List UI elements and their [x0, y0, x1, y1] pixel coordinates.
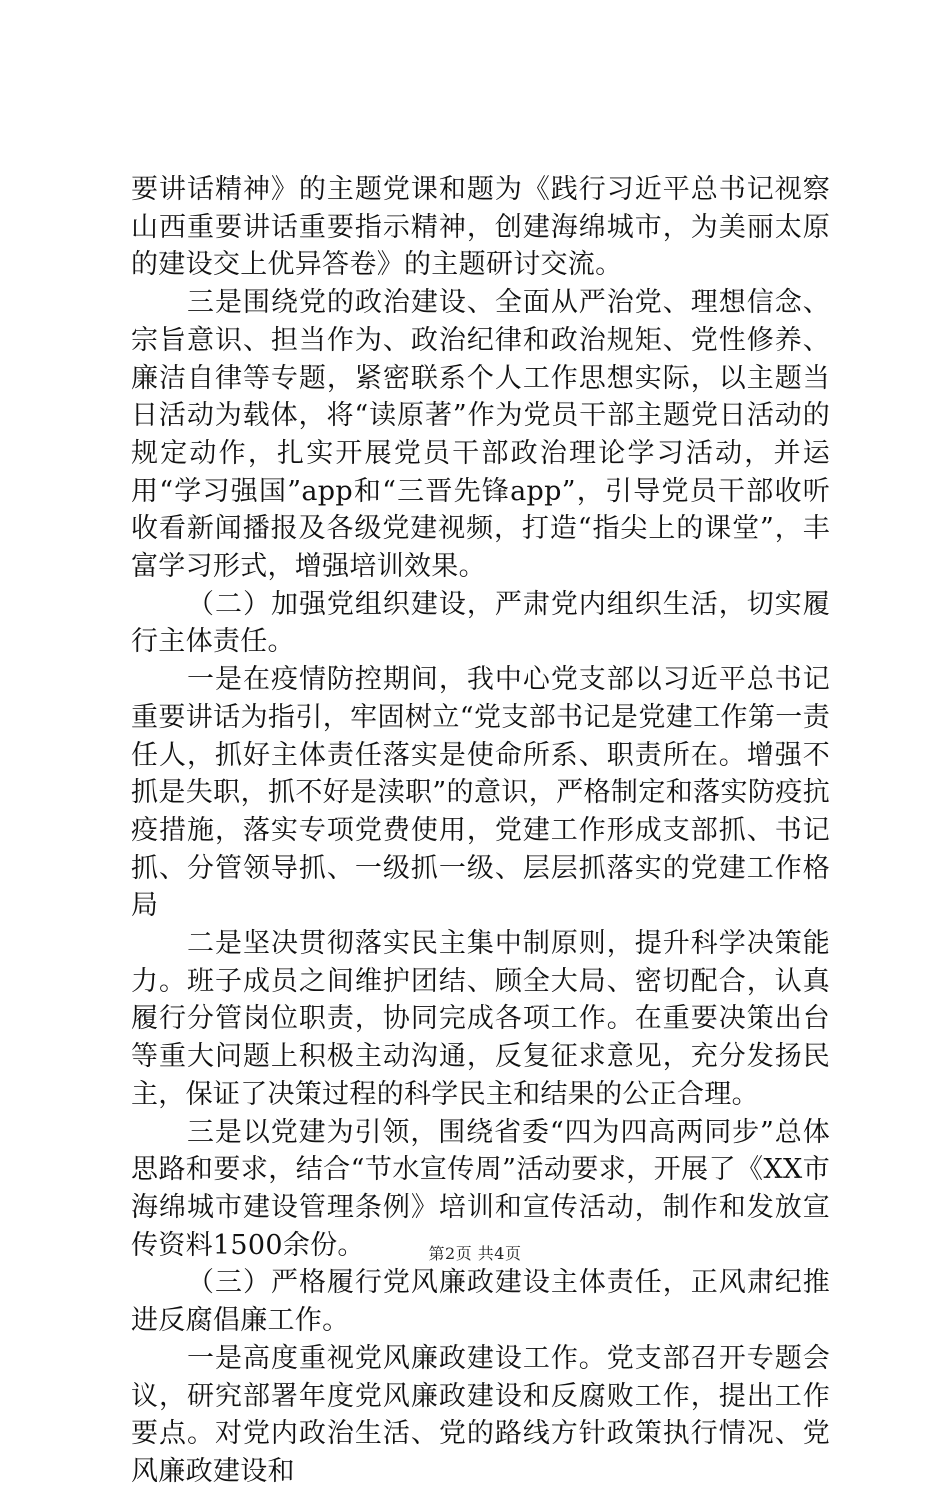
document-body	[131, 171, 830, 1491]
paragraph-party-building-lead: 三是以党建为引领，围绕省委“四为四高两同步”总体思路和要求，结合“节水宣传周”活动要求，开展了《XX市海绵城市建设管理条例》培训和宣传活动，制作和发放宣传资料1500余份。	[131, 1116, 830, 1261]
paragraph-third-item-study: 三是围绕党的政治建设、全面从严治党、理想信念、宗旨意识、担当作为、政治纪律和政治规矩、党性修养、廉洁自律等专题，紧密联系个人工作思想实际，以主题当日活动为载体，将“读原著”作为党员干部主题党日活动的规定动作，扎实开展党员干部政治理论学习活动，并运用“学习强国”app和“三晋先锋app”，引导党员干部收听收看新闻播报及各级党建视频，打造“指尖上的课堂”，丰富学习形式，增强培训效果。	[131, 287, 830, 583]
page-number-footer: 第2页 共4页	[428, 1244, 522, 1263]
section-heading-3: （三）严格履行党风廉政建设主体责任，正风肃纪推进反腐倡廉工作。	[131, 1267, 830, 1337]
paragraph-clean-governance: 一是高度重视党风廉政建设工作。党支部召开专题会议，研究部署年度党风廉政建设和反腐败工作，提出工作要点。对党内政治生活、党的路线方针政策执行情况、党风廉政建设和	[131, 1342, 830, 1487]
paragraph-democratic-centralism: 二是坚决贯彻落实民主集中制原则，提升科学决策能力。班子成员之间维护团结、顾全大局、密切配合，认真履行分管岗位职责，协同完成各项工作。在重要决策出台等重大问题上积极主动沟通，反复征求意见，充分发扬民主，保证了决策过程的科学民主和结果的公正合理。	[131, 928, 830, 1110]
paragraph-epidemic-prevention: 一是在疫情防控期间，我中心党支部以习近平总书记重要讲话为指引，牢固树立“党支部书记是党建工作第一责任人，抓好主体责任落实是使命所系、职责所在。增强不抓是失职，抓不好是渎职”的意识，严格制定和落实防疫抗疫措施，落实专项党费使用，党建工作形成支部抓、书记抓、分管领导抓、一级抓一级、层层抓落实的党建工作格局	[131, 664, 830, 922]
section-heading-2: （二）加强党组织建设，严肃党内组织生活，切实履行主体责任。	[131, 588, 830, 658]
paragraph-continuation: 要讲话精神》的主题党课和题为《践行习近平总书记视察山西重要讲话重要指示精神，创建海绵城市，为美丽太原的建设交上优异答卷》的主题研讨交流。	[131, 174, 830, 281]
